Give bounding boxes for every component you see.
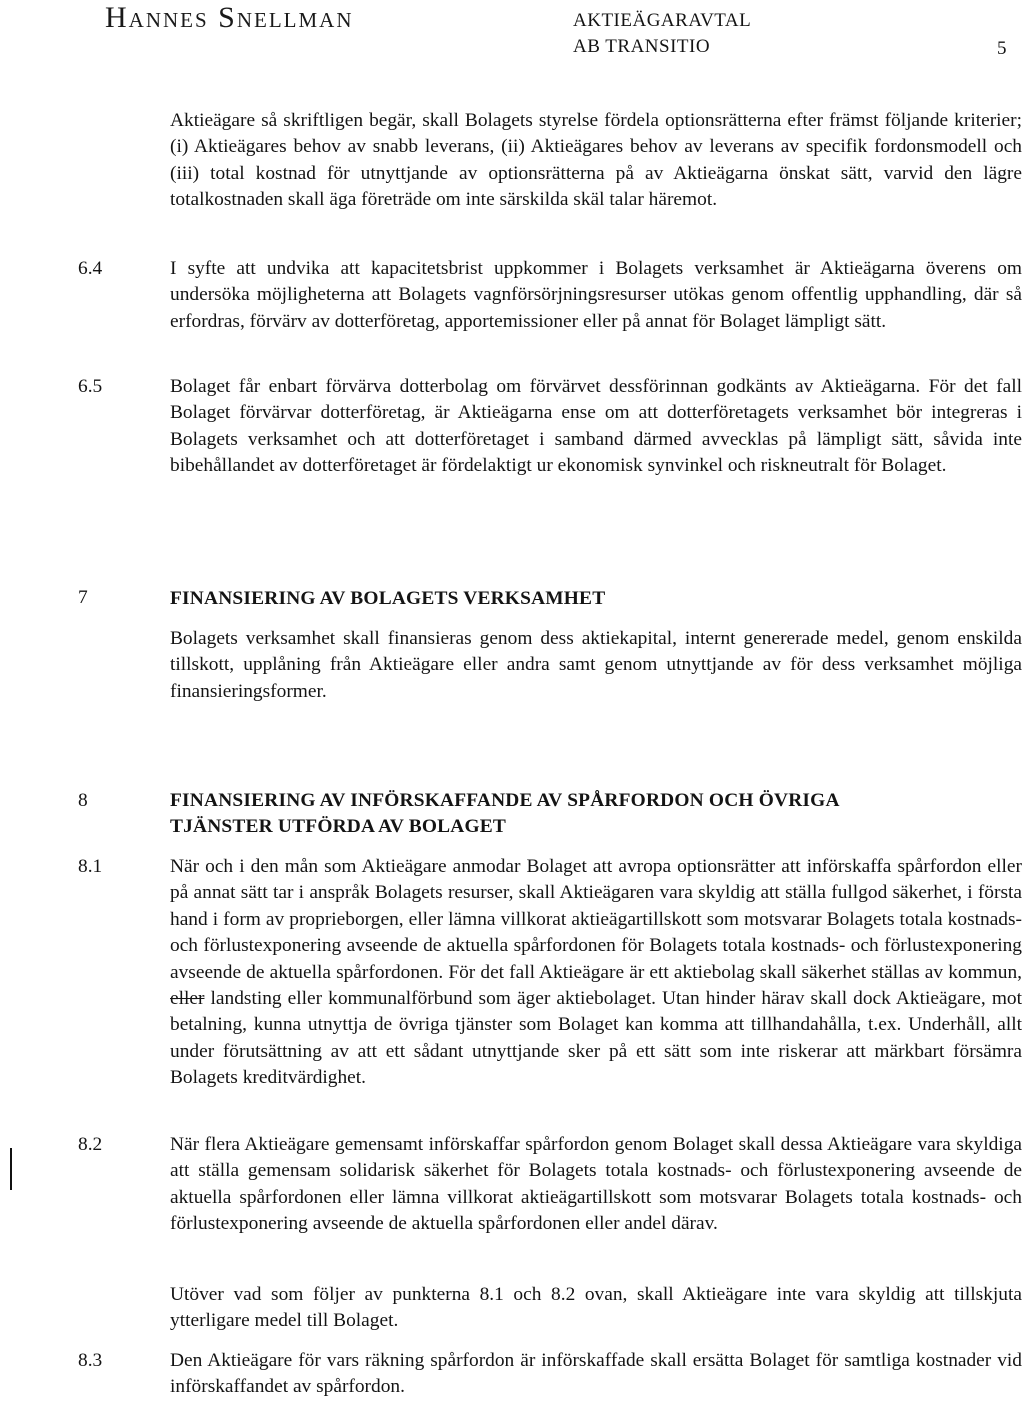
section-number-8-3: 8.3 (78, 1350, 103, 1371)
page-number: 5 (997, 38, 1007, 59)
section-7-text: Bolagets verksamhet skall finansieras genom dess aktiekapital, internt genererade medel, genom enskilda tillskott, upplåning från Aktieägare eller andra samt genom utnyttjande av för dess verksamhet möjliga finansieringsformer. (170, 628, 1022, 702)
section-8-1-text-b: landsting eller kommunalförbund som äger aktiebolaget. Utan hinder härav skall dock Aktieägare, mot betalning, kunna utnyttja de övriga tjänster som Bolaget kan komma att tillhandahålla, t.ex. Underhåll, allt under förutsättning av att ett sådant utnyttjande sker på ett sätt som inte riskerar att märkbart försämra Bolagets kreditvärdighet. (170, 988, 1022, 1089)
section-8-3-text: Den Aktieägare för vars räkning spårfordon är införskaffade skall ersätta Bolaget för samtliga kostnader vid införskaffandet av spårfordon. (170, 1350, 1022, 1398)
section-number-8-1: 8.1 (78, 856, 103, 877)
section-number-6-4: 6.4 (78, 258, 103, 279)
section-number-8: 8 (78, 790, 88, 811)
revision-margin-bar (10, 1148, 12, 1190)
section-8-2-text-extra: Utöver vad som följer av punkterna 8.1 och 8.2 ovan, skall Aktieägare inte vara skyldig att tillskjuta ytterligare medel till Bolaget. (170, 1284, 1022, 1332)
section-8-1-text-a: När och i den mån som Aktieägare anmodar Bolaget att avropa optionsrätter att införskaffa spårfordon eller på annat sätt tar i anspråk Bolagets resurser, skall Aktieägaren vara skyldig att ställa fullgod säkerhet, i första hand i form av proprieborgen, eller lämna villkorat aktieägartillskott som motsvarar Bolagets totala kostnads- och förlustexponering avseende de aktuella spårfordonen för Bolagets totala kostnads- och förlustexponering avseende de aktuella spårfordonen. För det fall Aktieägare är ett aktiebolag skall säkerhet ställas av kommun, (170, 856, 1022, 983)
section-8-2-text: När flera Aktieägare gemensamt införskaffar spårfordon genom Bolaget skall dessa Aktieägare vara skyldiga att ställa gemensam solidarisk säkerhet för Bolagets totala kostnads- och förlustexponering avseende de aktuella spårfordonen eller lämna villkorat aktieägartillskott som motsvarar Bolagets totala kostnads- och förlustexponering avseende de aktuella spårfordonen eller andel därav. (170, 1134, 1022, 1235)
section-7-heading: FINANSIERING AV BOLAGETS VERKSAMHET (170, 588, 606, 609)
section-8-heading-line2: TJÄNSTER UTFÖRDA AV BOLAGET (170, 816, 507, 837)
intro-paragraph: Aktieägare så skriftligen begär, skall Bolagets styrelse fördela optionsrätterna efter främst följande kriterier; (i) Aktieägares behov av snabb leverans, (ii) Aktieägares behov av leverans av specifik fordonsmodell och (iii) total kostnad för utnyttjande av optionsrätterna på av Aktieägarna önskat sätt, varvid den lägre totalkostnaden skall äga företräde om inte särskilda skäl talar häremot. (170, 110, 1022, 211)
section-8-1-text (170, 854, 1022, 1092)
document-subtitle: AB TRANSITIO (573, 36, 711, 57)
struck-text: eller (170, 988, 205, 1010)
firm-name: Hannes Snellman (105, 1, 354, 34)
document-title-block (573, 8, 751, 60)
section-8-heading-line1: FINANSIERING AV INFÖRSKAFFANDE AV SPÅRFORDON OCH ÖVRIGA (170, 790, 840, 811)
section-number-6-5: 6.5 (78, 376, 103, 397)
section-6-4-text: I syfte att undvika att kapacitetsbrist uppkommer i Bolagets verksamhet är Aktieägarna överens om undersöka möjligheterna att Bolagets vagnförsörjningsresurser utökas genom offentlig upphandling, där så erfordras, förvärv av dotterföretag, apportemissioner eller på annat för Bolaget lämpligt sätt. (170, 258, 1022, 332)
document-title: AKTIEÄGARAVTAL (573, 10, 752, 31)
section-number-7: 7 (78, 587, 88, 608)
section-6-5-text: Bolaget får enbart förvärva dotterbolag om förvärvet dessförinnan godkänts av Aktieägarna. För det fall Bolaget förvärvar dotterföretag, är Aktieägarna ense om att dotterföretagets verksamhet bör integreras i Bolagets verksamhet och att dotterföretaget i samband därmed avvecklas på lämpligt sätt, såvida inte bibehållandet av dotterföretaget är fördelaktigt ur ekonomisk synvinkel och riskneutralt för Bolaget. (170, 376, 1022, 477)
section-number-8-2: 8.2 (78, 1134, 103, 1155)
